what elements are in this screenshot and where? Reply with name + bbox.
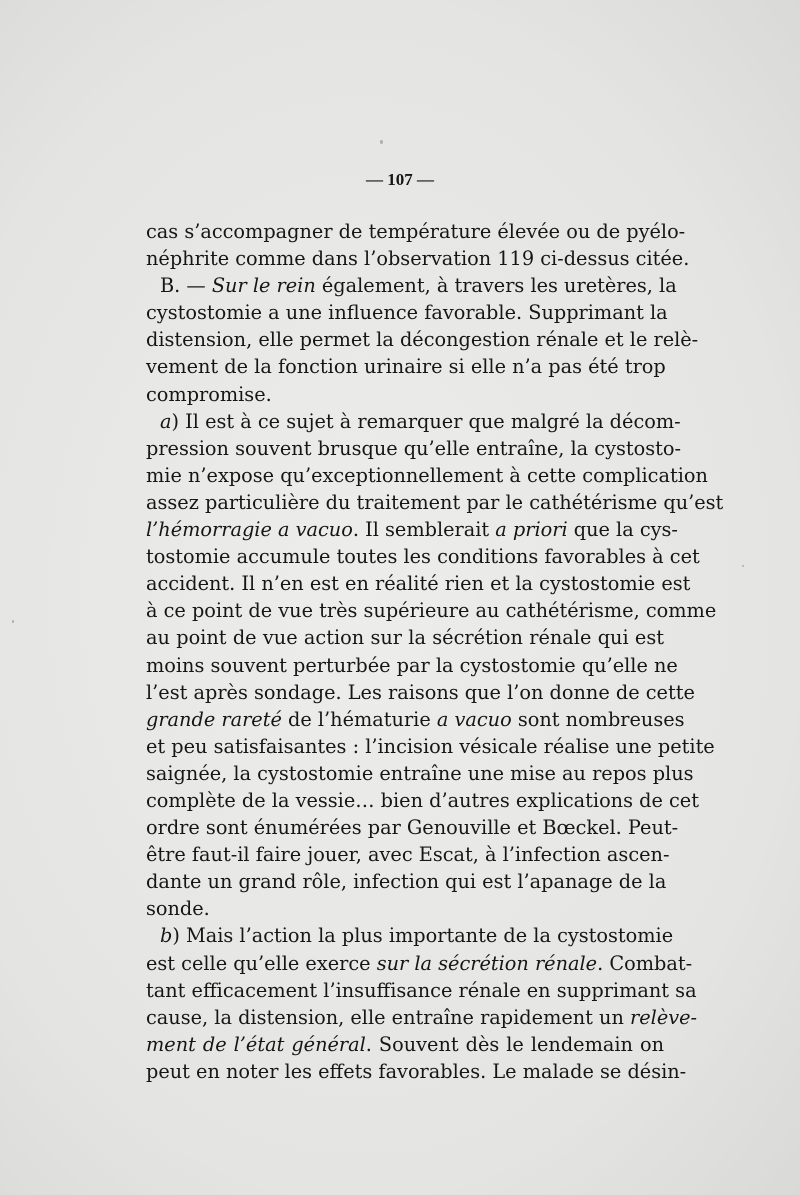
text-line <box>146 570 691 597</box>
italic-text-span: a <box>160 409 172 433</box>
body-text <box>146 218 724 1085</box>
text-span: cause, la distension, elle entraîne rapidement un <box>146 1005 631 1029</box>
text-span: assez particulière du traitement par le cathétérisme qu’est <box>146 490 724 514</box>
text-span: au point de vue action sur la sécrétion rénale qui est <box>146 626 664 650</box>
text-span: vement de la fonction urinaire si elle n’a pas été trop <box>146 355 666 379</box>
text-span: également, à travers les uretères, la <box>315 274 677 298</box>
text-span: et peu satisfaisantes : l’incision vésicale réalise une petite <box>146 734 715 758</box>
text-line <box>146 977 697 1004</box>
text-line <box>146 326 699 353</box>
text-line <box>146 489 724 516</box>
text-span: cas s’accompagner de température élevée ou de pyélo- <box>146 220 686 243</box>
text-span: sonde. <box>146 897 210 921</box>
text-span: . Combat- <box>597 951 693 975</box>
text-span: néphrite comme dans l’observation 119 ci-dessus citée. <box>146 247 690 271</box>
text-line <box>146 597 717 624</box>
text-line <box>146 679 695 706</box>
text-span: cystostomie a une influence favorable. Supprimant la <box>146 301 668 325</box>
text-line <box>146 245 690 272</box>
text-span: tostomie accumule toutes les conditions favorables à cet <box>146 545 700 569</box>
page-number: — 107 — <box>366 170 434 189</box>
text-span: . Il semblerait <box>352 518 496 542</box>
text-line <box>146 299 668 326</box>
text-line <box>146 652 678 679</box>
text-line <box>146 272 677 299</box>
text-line <box>146 543 700 570</box>
text-span: être faut-il faire jouer, avec Escat, à l’infection ascen- <box>146 843 670 867</box>
text-span: saignée, la cystostomie entraîne une mise au repos plus <box>146 761 694 785</box>
text-line <box>146 624 664 651</box>
text-span: . Souvent dès le lendemain on <box>365 1032 664 1056</box>
text-span: de l’hématurie <box>281 707 437 731</box>
text-line <box>146 922 674 949</box>
text-line <box>146 1031 664 1058</box>
text-line <box>146 895 664 922</box>
italic-text-span: grande rareté <box>146 707 282 731</box>
text-line <box>146 841 670 868</box>
text-line <box>146 381 664 408</box>
text-span: ) Mais l’action la plus importante de la cystostomie <box>172 924 674 948</box>
text-line <box>146 760 694 787</box>
text-span: ordre sont énumérées par Genouville et Bœckel. Peut- <box>146 816 679 840</box>
text-line <box>146 353 664 380</box>
text-span: dante un grand rôle, infection qui est l’apanage de la <box>146 870 667 894</box>
text-line <box>146 516 678 543</box>
text-line <box>146 787 699 814</box>
italic-text-span: relève- <box>630 1005 698 1029</box>
text-line <box>146 950 693 977</box>
text-line <box>146 218 686 245</box>
text-span: que la cys- <box>567 518 678 542</box>
text-span: distension, elle permet la décongestion rénale et le relè- <box>146 328 699 352</box>
text-span: pression souvent brusque qu’elle entraîne, la cystosto- <box>146 436 681 460</box>
text-line <box>146 868 667 895</box>
text-line <box>146 1004 698 1031</box>
text-span: sont nombreuses <box>511 707 685 731</box>
text-line <box>146 462 708 489</box>
text-line <box>146 435 681 462</box>
text-span: est celle qu’elle exerce <box>146 951 377 975</box>
italic-text-span: a priori <box>495 518 568 542</box>
text-span: compromise. <box>146 382 272 406</box>
paper-speck <box>742 565 744 567</box>
italic-text-span: l’hémorragie a vacuo <box>146 518 353 542</box>
text-line <box>146 1058 687 1085</box>
italic-text-span: sur la sécrétion rénale <box>376 951 598 975</box>
italic-text-span: Sur le rein <box>211 274 316 298</box>
paper-speck <box>380 140 383 144</box>
text-line <box>146 733 715 760</box>
text-span: B. — <box>160 274 212 298</box>
italic-text-span: ment de l’état général <box>146 1032 366 1056</box>
text-line <box>146 814 679 841</box>
text-span: ) Il est à ce sujet à remarquer que malgré la décom- <box>171 409 681 433</box>
text-span: l’est après sondage. Les raisons que l’on donne de cette <box>146 680 695 704</box>
text-span: mie n’expose qu’exceptionnellement à cette complication <box>146 463 708 487</box>
text-span: accident. Il n’en est en réalité rien et la cystostomie est <box>146 572 691 596</box>
text-span: tant efficacement l’insuffisance rénale en supprimant sa <box>146 978 697 1002</box>
text-span: peut en noter les effets favorables. Le malade se désin- <box>146 1059 687 1083</box>
text-span: complète de la vessie… bien d’autres explications de cet <box>146 788 699 812</box>
text-span: à ce point de vue très supérieure au cathétérisme, comme <box>146 599 717 623</box>
italic-text-span: a vacuo <box>436 707 512 731</box>
paper-speck <box>12 620 14 623</box>
text-line <box>146 408 681 435</box>
text-line <box>146 706 685 733</box>
text-span: moins souvent perturbée par la cystostomie qu’elle ne <box>146 653 678 677</box>
italic-text-span: b <box>160 924 173 948</box>
